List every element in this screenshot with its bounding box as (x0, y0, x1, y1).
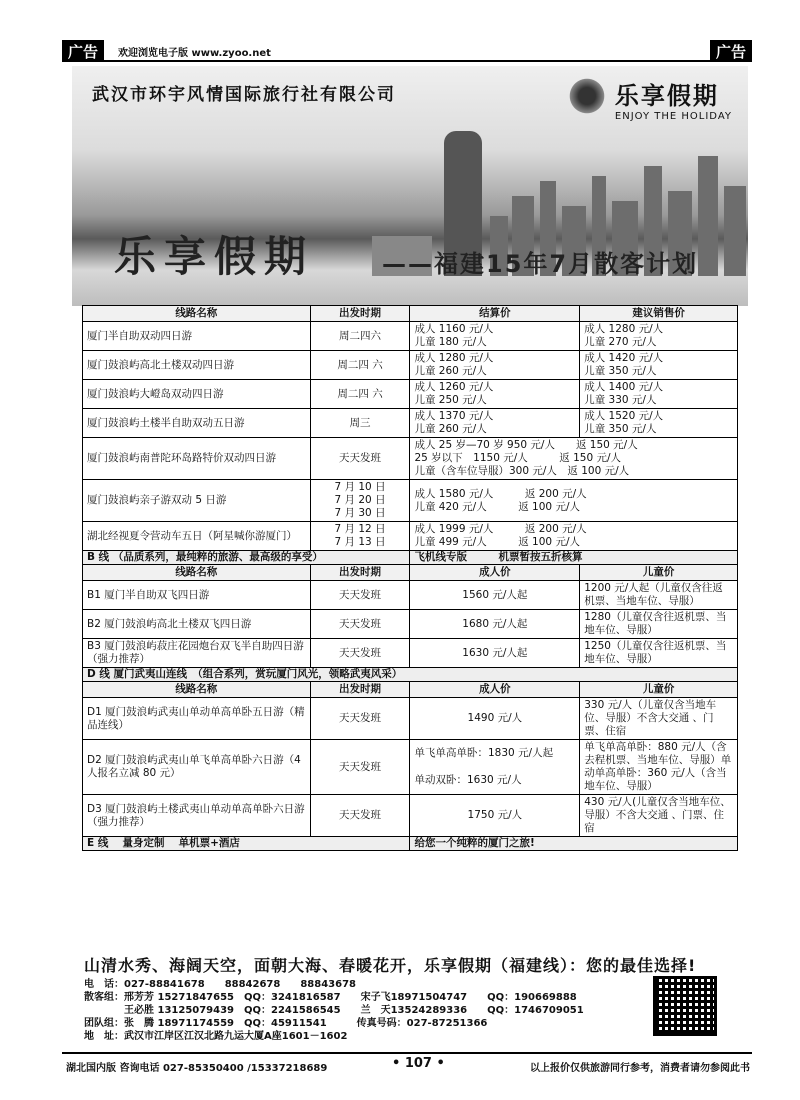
table-row: 厦门半自助双动四日游 周二四六 成人 1160 元/人 儿童 180 元/人 成人 1280 元/人 儿童 270 元/人 (83, 322, 738, 351)
bottom-bar (62, 1052, 752, 1072)
top-bar (62, 40, 752, 62)
table-header: 线路名称 出发时期 结算价 建议销售价 (83, 306, 738, 322)
site-url[interactable]: 欢迎浏览电子版 www.zyoo.net (118, 48, 271, 59)
table-row: 厦门鼓浪屿大嶝岛双动四日游 周二四 六 成人 1260 元/人 儿童 250 元/人 成人 1400 元/人 儿童 330 元/人 (83, 380, 738, 409)
table-row: B3 厦门鼓浪屿菽庄花园炮台双飞半自助四日游（强力推荐） 天天发班 1630 元/人起 1250（儿童仅含往返机票、当地车位、导服） (83, 639, 738, 668)
table-row: D1 厦门鼓浪屿武夷山单动单高单卧五日游（精品连线） 天天发班 1490 元/人 330 元/人（儿童仅含当地车位、导服）不含大交通 、门票、住宿 (83, 698, 738, 740)
ad-label-right: 广告 (710, 40, 752, 60)
contact-line: 团队组：张 腾 18971174559 QQ：45911541 传真号码：027-87251366 (84, 1018, 488, 1029)
contact-line: 散客组：邢芳芳 15271847655 QQ：3241816587 宋子飞18971504747 QQ：190669888 (84, 992, 577, 1003)
table-row: D2 厦门鼓浪屿武夷山单飞单高单卧六日游（4 人报名立减 80 元） 天天发班 单飞单高单卧：1830 元/人起 单动双卧：1630 元/人 单飞单高单卧：880 元/人（含去程机票、当地车位、导服）单动单高单卧：360 元/人（含当地车位、导服） (83, 740, 738, 795)
table-row: 厦门鼓浪屿土楼半自助双动五日游 周三 成人 1370 元/人 儿童 260 元/人 成人 1520 元/人 儿童 350 元/人 (83, 409, 738, 438)
table-row: D3 厦门鼓浪屿土楼武夷山单动单高单卧六日游（强力推荐） 天天发班 1750 元/人 430 元/人(儿童仅含当地车位、导服）不含大交通 、门票、住宿 (83, 795, 738, 837)
page-number: • 107 • (392, 1056, 445, 1071)
table-row: B1 厦门半自助双飞四日游 天天发班 1560 元/人起 1200 元/人起（儿童仅含往返机票、当地车位、导服） (83, 581, 738, 610)
contact-info (84, 978, 584, 1043)
disclaimer: 以上报价仅供旅游同行参考，消费者请勿参阅此书 (530, 1063, 750, 1074)
table-row: 厦门鼓浪屿亲子游双动 5 日游 7 月 10 日 7 月 20 日 7 月 30 日 成人 1580 元/人 返 200 元/人 儿童 420 元/人 返 100 元/人 (83, 480, 738, 522)
table-row: B2 厦门鼓浪屿高北土楼双飞四日游 天天发班 1680 元/人起 1280（儿童仅含往返机票、当地车位、导服） (83, 610, 738, 639)
section-e-header: E 线 量身定制 单机票+酒店 给您一个纯粹的厦门之旅! (83, 837, 738, 851)
section-d-header: D 线 厦门武夷山连线 （组合系列，赏玩厦门风光，领略武夷风采） (83, 668, 738, 682)
footer-headline: 山清水秀、海阔天空，面朝大海、春暖花开，乐享假期（福建线）：您的最佳选择! (84, 956, 697, 975)
logo-subtext: ENJOY THE HOLIDAY (614, 111, 732, 122)
bottom-left-text: 湖北国内版 咨询电话 027-85350400 /15337218689 (66, 1063, 328, 1074)
table-header: 线路名称 出发时期 成人价 儿童价 (83, 565, 738, 581)
brand-logo (615, 76, 732, 122)
contact-line: 王必胜 13125079439 QQ：2241586545 兰 天13524289336 QQ：1746709051 (84, 1005, 584, 1016)
banner-subtitle: ——福建15年7月散客计划 (382, 250, 699, 278)
company-name: 武汉市环宇风情国际旅行社有限公司 (92, 85, 396, 105)
table-row: 厦门鼓浪屿高北土楼双动四日游 周二四 六 成人 1280 元/人 儿童 260 元/人 成人 1420 元/人 儿童 350 元/人 (83, 351, 738, 380)
table-header: 线路名称 出发时期 成人价 儿童价 (83, 682, 738, 698)
contact-line: 电 话：027-88841678 88842678 88843678 (84, 979, 357, 990)
logo-text: 乐享假期 (614, 82, 719, 110)
tour-price-table (82, 305, 738, 851)
table-row: 厦门鼓浪屿南普陀环岛路特价双动四日游 天天发班 成人 25 岁—70 岁 950 元/人 返 150 元/人 25 岁以下 1150 元/人 返 150 元/人 儿童（含车位导服）300 元/人 返 100 元/人 (83, 438, 738, 480)
sun-logo-icon (567, 76, 607, 116)
banner (72, 66, 748, 306)
qr-code-icon[interactable] (653, 976, 717, 1036)
banner-title: 乐享假期 (114, 232, 315, 281)
ad-label-left: 广告 (62, 40, 104, 60)
table-row: 湖北经视夏令营动车五日（阿星喊你游厦门） 7 月 12 日 7 月 13 日 成人 1999 元/人 返 200 元/人 儿童 499 元/人 返 100 元/人 (83, 522, 738, 551)
section-b-header: B 线 （品质系列，最纯粹的旅游、最高级的享受） 飞机线专版 机票暂按五折核算 (83, 551, 738, 565)
contact-line: 地 址：武汉市江岸区江汉北路九运大厦A座1601－1602 (84, 1031, 348, 1042)
